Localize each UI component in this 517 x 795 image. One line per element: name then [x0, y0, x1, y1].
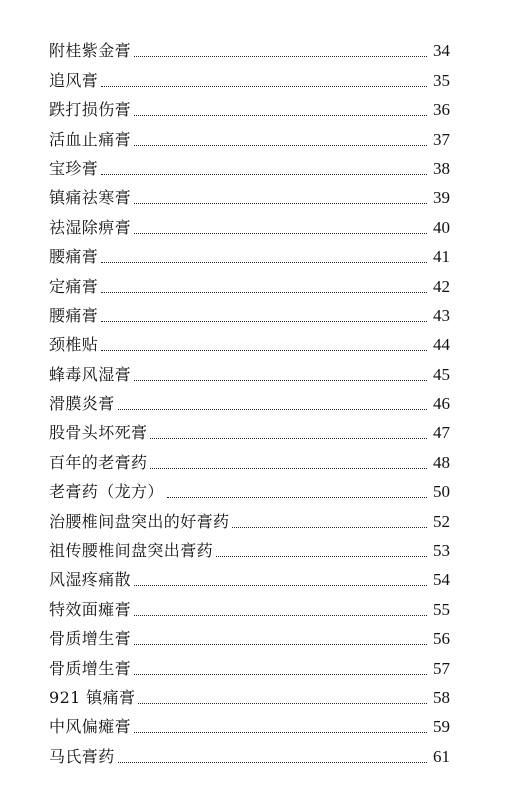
dot-leader — [150, 467, 427, 469]
dot-leader — [101, 173, 427, 175]
dot-leader — [134, 673, 427, 675]
toc-entry-title: 宝珍膏 — [49, 158, 99, 178]
toc-entry-title: 中风偏瘫膏 — [49, 717, 132, 737]
toc-entry[interactable] — [49, 620, 450, 649]
toc-entry-page: 45 — [433, 364, 450, 384]
dot-leader — [101, 349, 427, 351]
toc-entry[interactable] — [49, 532, 450, 561]
toc-entry-title: 921 镇痛膏 — [49, 687, 136, 707]
toc-entry-page: 57 — [433, 658, 450, 678]
toc-entry-title: 颈椎贴 — [49, 335, 99, 355]
toc-entry[interactable] — [49, 326, 450, 355]
dot-leader — [232, 526, 427, 528]
toc-entry-title: 老膏药（龙方） — [49, 482, 164, 502]
toc-entry-title: 治腰椎间盘突出的好膏药 — [49, 511, 230, 531]
toc-entry[interactable] — [49, 679, 450, 708]
toc-entry-page: 40 — [433, 217, 450, 237]
toc-entry[interactable] — [49, 179, 450, 208]
toc-entry[interactable] — [49, 150, 450, 179]
dot-leader — [101, 85, 427, 87]
toc-entry-page: 53 — [433, 541, 450, 561]
toc-entry[interactable] — [49, 120, 450, 149]
toc-entry[interactable] — [49, 32, 450, 61]
dot-leader — [134, 643, 427, 645]
toc-entry[interactable] — [49, 443, 450, 472]
toc-entry[interactable] — [49, 238, 450, 267]
toc-entry-title: 追风膏 — [49, 70, 99, 90]
toc-entry-title: 滑膜炎膏 — [49, 394, 115, 414]
toc-entry-title: 定痛膏 — [49, 276, 99, 296]
toc-entry-page: 43 — [433, 305, 450, 325]
dot-leader — [118, 761, 427, 763]
toc-entry-page: 48 — [433, 452, 450, 472]
toc-entry-title: 活血止痛膏 — [49, 129, 132, 149]
dot-leader — [134, 584, 427, 586]
dot-leader — [101, 291, 427, 293]
toc-entry-title: 祛湿除痹膏 — [49, 217, 132, 237]
toc-entry-title: 股骨头坏死膏 — [49, 423, 148, 443]
dot-leader — [118, 408, 427, 410]
toc-entry-page: 54 — [433, 570, 450, 590]
toc-entry-title: 跌打损伤膏 — [49, 100, 132, 120]
dot-leader — [150, 437, 427, 439]
toc-entry[interactable] — [49, 473, 450, 502]
toc-entry-page: 37 — [433, 129, 450, 149]
toc-entry-page: 38 — [433, 158, 450, 178]
toc-entry-page: 42 — [433, 276, 450, 296]
toc-entry-title: 骨质增生膏 — [49, 629, 132, 649]
toc-entry-title: 特效面瘫膏 — [49, 599, 132, 619]
toc-entry[interactable] — [49, 590, 450, 619]
toc-entry[interactable] — [49, 297, 450, 326]
toc-entry-title: 祖传腰椎间盘突出膏药 — [49, 541, 214, 561]
dot-leader — [134, 379, 427, 381]
toc-entry[interactable] — [49, 649, 450, 678]
toc-entry[interactable] — [49, 61, 450, 90]
dot-leader — [134, 232, 427, 234]
dot-leader — [134, 144, 427, 146]
toc-entry-title: 附桂紫金膏 — [49, 41, 132, 61]
dot-leader — [134, 114, 427, 116]
toc-entry[interactable] — [49, 414, 450, 443]
toc-entry[interactable] — [49, 91, 450, 120]
toc-entry[interactable] — [49, 502, 450, 531]
toc-entry-page: 56 — [433, 629, 450, 649]
toc-entry-page: 47 — [433, 423, 450, 443]
toc-entry-title: 风湿疼痛散 — [49, 570, 132, 590]
toc-entry-title: 蜂毒风湿膏 — [49, 364, 132, 384]
dot-leader — [134, 614, 427, 616]
toc-entry-title: 百年的老膏药 — [49, 452, 148, 472]
toc-entry-page: 59 — [433, 717, 450, 737]
dot-leader — [134, 55, 427, 57]
toc-entry-page: 39 — [433, 188, 450, 208]
toc-entry-title: 骨质增生膏 — [49, 658, 132, 678]
toc-entry-page: 46 — [433, 394, 450, 414]
toc-entry-page: 36 — [433, 100, 450, 120]
dot-leader — [138, 702, 427, 704]
toc-entry[interactable] — [49, 208, 450, 237]
toc-entry-page: 52 — [433, 511, 450, 531]
toc-entry[interactable] — [49, 355, 450, 384]
dot-leader — [216, 555, 427, 557]
dot-leader — [134, 731, 427, 733]
toc-entry-page: 55 — [433, 599, 450, 619]
dot-leader — [101, 320, 427, 322]
toc-entry[interactable] — [49, 737, 450, 766]
toc-entry-title: 腰痛膏 — [49, 247, 99, 267]
toc-entry-title: 镇痛祛寒膏 — [49, 188, 132, 208]
toc-entry-page: 41 — [433, 247, 450, 267]
dot-leader — [167, 496, 427, 498]
dot-leader — [101, 261, 427, 263]
toc-entry-page: 50 — [433, 482, 450, 502]
toc-entry-page: 34 — [433, 41, 450, 61]
toc-entry[interactable] — [49, 267, 450, 296]
toc-entry-page: 61 — [433, 746, 450, 766]
toc-entry[interactable] — [49, 385, 450, 414]
toc-entry-page: 58 — [433, 687, 450, 707]
toc-entry-page: 35 — [433, 70, 450, 90]
toc-entry[interactable] — [49, 708, 450, 737]
toc-entry[interactable] — [49, 561, 450, 590]
toc-entry-title: 腰痛膏 — [49, 305, 99, 325]
toc-entry-page: 44 — [433, 335, 450, 355]
toc-entry-title: 马氏膏药 — [49, 746, 115, 766]
dot-leader — [134, 202, 427, 204]
